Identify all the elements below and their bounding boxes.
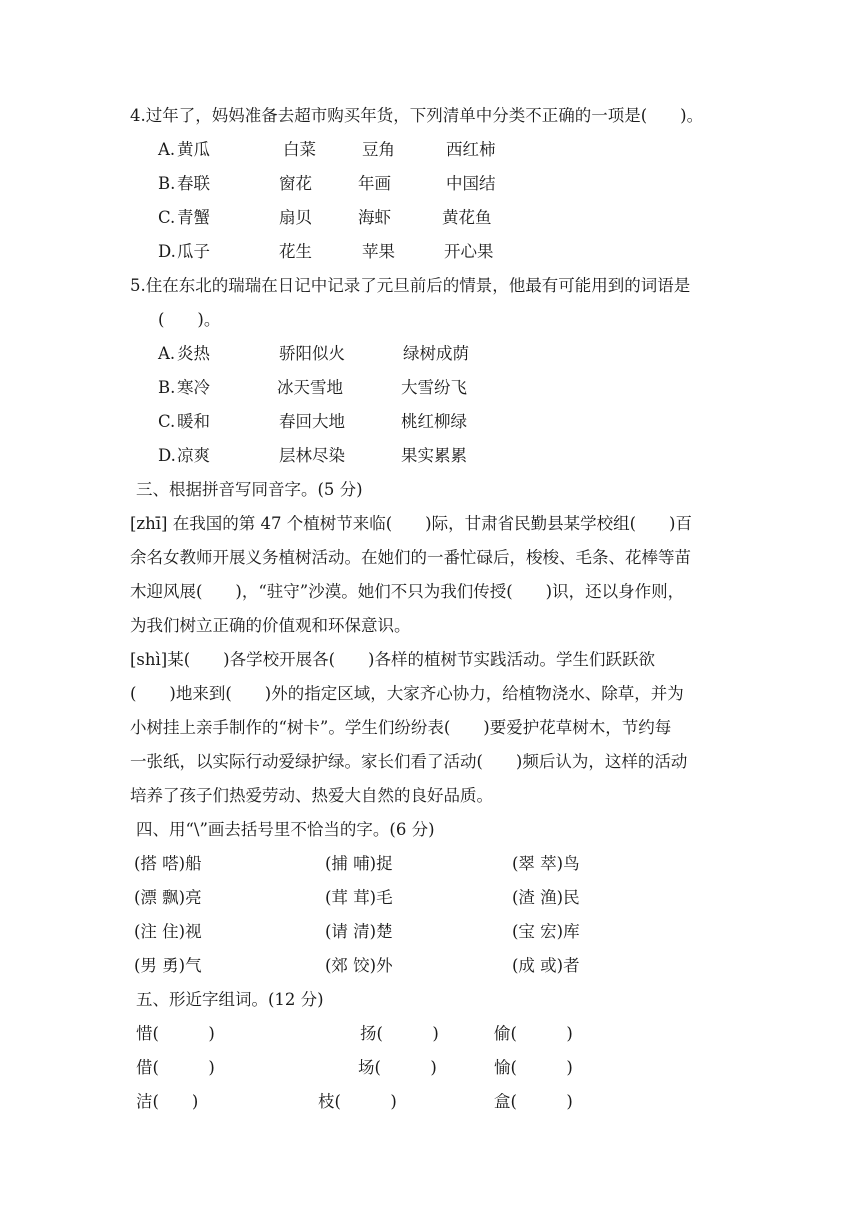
choice-item: (宝 宏)库 — [512, 922, 580, 941]
paragraph-line: 一张纸，以实际行动爱绿护绿。家长们看了活动( )频后认为，这样的活动 — [130, 752, 688, 771]
q4-option-b-item: 年画 — [358, 174, 391, 193]
q4-option-b-item: 窗花 — [279, 174, 312, 193]
q4-option-a-letter: A. — [158, 140, 176, 159]
q4-option-c-item: 黄花鱼 — [442, 208, 492, 227]
q5-option-a-item: 骄阳似火 — [279, 344, 345, 363]
word-blank: 惜( ) — [136, 1024, 215, 1043]
q4-option-d-item: 开心果 — [444, 242, 494, 261]
word-blank: 洁( ) — [136, 1092, 199, 1111]
q4-option-d-letter: D. — [158, 242, 176, 261]
paragraph-line: [shì]某( )各学校开展各( )各样的植树节实践活动。学生们跃跃欲 — [130, 650, 655, 669]
choice-item: (翠 萃)鸟 — [512, 854, 580, 873]
q5-option-c-item: 桃红柳绿 — [401, 412, 467, 431]
q5-option-d-letter: D. — [158, 446, 176, 465]
q4-option-c-item: 扇贝 — [279, 208, 312, 227]
q5-option-b-item: 冰天雪地 — [277, 378, 343, 397]
q5-option-a-item: 炎热 — [177, 344, 210, 363]
question-5-stem-blank: ( )。 — [158, 310, 221, 329]
paragraph-line: 余名女教师开展义务植树活动。在她们的一番忙碌后，梭梭、毛条、花棒等苗 — [130, 548, 691, 567]
q5-option-a-item: 绿树成荫 — [403, 344, 469, 363]
choice-item: (郊 饺)外 — [325, 956, 393, 975]
paragraph-line: 培养了孩子们热爱劳动、热爱大自然的良好品质。 — [130, 786, 493, 805]
q5-option-b-item: 大雪纷飞 — [401, 378, 467, 397]
q4-option-c-letter: C. — [158, 208, 176, 227]
choice-item: (搭 嗒)船 — [134, 854, 202, 873]
q4-option-b-item: 春联 — [177, 174, 210, 193]
section-4-heading: 四、用“\”画去括号里不恰当的字。(6 分) — [136, 820, 435, 839]
choice-item: (漂 飘)亮 — [134, 888, 202, 907]
q5-option-b-letter: B. — [158, 378, 176, 397]
choice-item: (男 勇)气 — [134, 956, 202, 975]
question-5-stem: 5.住在东北的瑞瑞在日记中记录了元旦前后的情景，他最有可能用到的词语是 — [130, 276, 691, 295]
word-blank: 枝( ) — [318, 1092, 397, 1111]
q4-option-b-letter: B. — [158, 174, 176, 193]
paragraph-line: ( )地来到( )外的指定区域，大家齐心协力，给植物浇水、除草，并为 — [130, 684, 684, 703]
choice-item: (捕 哺)捉 — [325, 854, 393, 873]
word-blank: 愉( ) — [494, 1058, 573, 1077]
q5-option-c-item: 春回大地 — [279, 412, 345, 431]
q5-option-d-item: 凉爽 — [177, 446, 210, 465]
q5-option-d-item: 果实累累 — [401, 446, 467, 465]
q4-option-d-item: 苹果 — [362, 242, 395, 261]
word-blank: 扬( ) — [360, 1024, 439, 1043]
q4-option-a-item: 西红柿 — [446, 140, 496, 159]
section-5-heading: 五、形近字组词。(12 分) — [136, 990, 324, 1009]
paragraph-line: 木迎风展( )，“驻守”沙漠。她们不只为我们传授( )识，还以身作则， — [130, 582, 685, 601]
choice-item: (渣 渔)民 — [512, 888, 580, 907]
choice-item: (茸 茸)毛 — [325, 888, 393, 907]
choice-item: (注 住)视 — [134, 922, 202, 941]
word-blank: 场( ) — [358, 1058, 437, 1077]
q4-option-a-item: 豆角 — [362, 140, 395, 159]
section-3-heading: 三、根据拼音写同音字。(5 分) — [136, 480, 363, 499]
q5-option-b-item: 寒冷 — [177, 378, 210, 397]
q4-option-d-item: 瓜子 — [177, 242, 210, 261]
choice-item: (成 或)者 — [512, 956, 580, 975]
q4-option-a-item: 白菜 — [283, 140, 316, 159]
q4-option-b-item: 中国结 — [446, 174, 496, 193]
choice-item: (请 清)楚 — [325, 922, 393, 941]
paragraph-line: 为我们树立正确的价值观和环保意识。 — [130, 616, 411, 635]
q4-option-d-item: 花生 — [279, 242, 312, 261]
q5-option-c-item: 暖和 — [177, 412, 210, 431]
word-blank: 借( ) — [136, 1058, 215, 1077]
paragraph-line: [zhī] 在我国的第 47 个植树节来临( )际，甘肃省民勤县某学校组( )百 — [130, 514, 692, 533]
q5-option-a-letter: A. — [158, 344, 176, 363]
word-blank: 偷( ) — [494, 1024, 573, 1043]
q5-option-d-item: 层林尽染 — [279, 446, 345, 465]
q4-option-c-item: 青蟹 — [177, 208, 210, 227]
q5-option-c-letter: C. — [158, 412, 176, 431]
q4-option-c-item: 海虾 — [358, 208, 391, 227]
q4-option-a-item: 黄瓜 — [177, 140, 210, 159]
paragraph-line: 小树挂上亲手制作的“树卡”。学生们纷纷表( )要爱护花草树木，节约每 — [130, 718, 672, 737]
question-4-stem: 4.过年了，妈妈准备去超市购买年货，下列清单中分类不正确的一项是( )。 — [130, 106, 704, 125]
word-blank: 盒( ) — [494, 1092, 573, 1111]
